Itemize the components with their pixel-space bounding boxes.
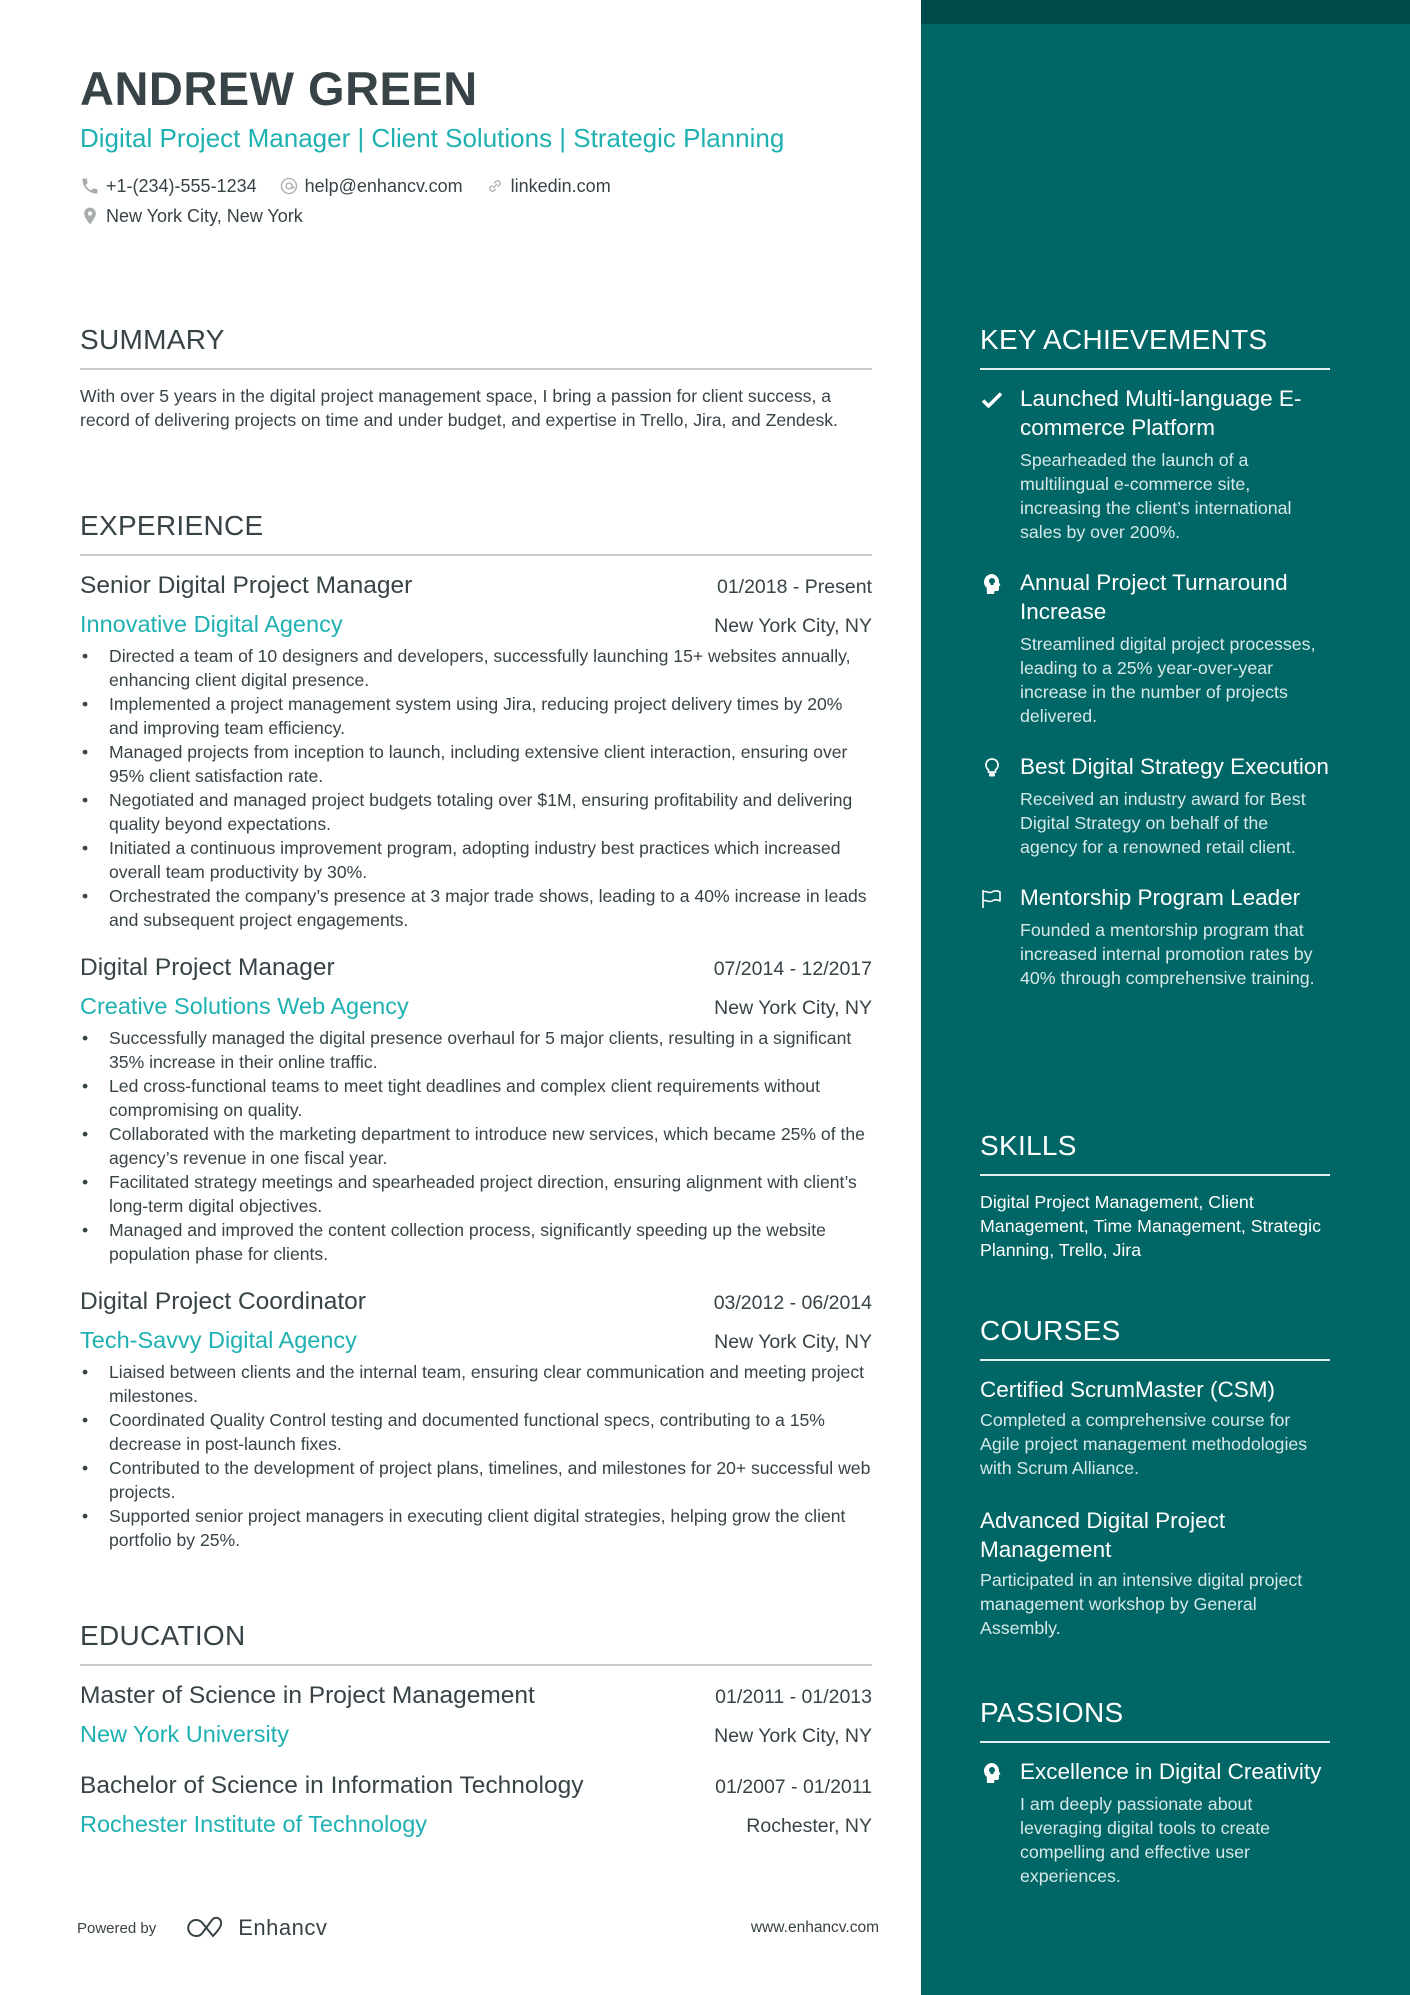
achievement-item xyxy=(980,568,1330,728)
at-icon xyxy=(279,176,299,196)
section-title-courses: COURSES xyxy=(980,1313,1330,1361)
education-dates: 01/2011 - 01/2013 xyxy=(715,1686,872,1708)
job-location: New York City, NY xyxy=(714,1331,872,1353)
skills-section xyxy=(980,1128,1330,1262)
bullet-item: • Implemented a project management system using Jira, reducing project delivery times by 20% and improving team efficiency. xyxy=(80,692,872,740)
passion-title: Excellence in Digital Creativity xyxy=(1020,1759,1322,1784)
course-description: Completed a comprehensive course for Agile project management methodologies with Scrum Alliance. xyxy=(980,1410,1308,1478)
course-description: Participated in an intensive digital project management workshop by General Assembly. xyxy=(980,1570,1303,1638)
phone-number: +1-(234)-555-1234 xyxy=(106,176,257,196)
education-entry xyxy=(80,1678,872,1750)
job-bullets xyxy=(80,1026,872,1266)
school-location: Rochester, NY xyxy=(746,1815,872,1837)
phone-icon xyxy=(80,176,100,196)
job-bullets xyxy=(80,644,872,932)
achievement-description: Spearheaded the launch of a multilingual e-commerce site, increasing the client’s international sales by over 200%. xyxy=(1020,450,1292,542)
education-entry xyxy=(80,1768,872,1840)
link-icon xyxy=(485,176,505,196)
bullet-item: • Successfully managed the digital presence overhaul for 5 major clients, resulting in a significant 35% increase in their online traffic. xyxy=(80,1026,872,1074)
bullet-item: • Managed projects from inception to launch, including extensive client interaction, ensuring over 95% client satisfaction rate. xyxy=(80,740,872,788)
summary-section xyxy=(80,322,872,432)
course-title: Certified ScrumMaster (CSM) xyxy=(980,1377,1276,1402)
bullet-item: • Led cross-functional teams to meet tight deadlines and complex client requirements without compromising on quality. xyxy=(80,1074,872,1122)
job-location: New York City, NY xyxy=(714,615,872,637)
summary-text: With over 5 years in the digital project management space, I bring a passion for client success, a record of delivering projects on time and under budget, and expertise in Trello, Jira, and Zendesk. xyxy=(80,386,838,430)
contact-phone xyxy=(80,171,257,201)
skills-list: Digital Project Management, Client Management, Time Management, Strategic Planning, Trello, Jira xyxy=(980,1192,1321,1260)
achievement-item xyxy=(980,883,1330,990)
passions-section xyxy=(980,1695,1330,1888)
bullet-item: • Supported senior project managers in executing client digital strategies, helping grow the client portfolio by 25%. xyxy=(80,1504,872,1552)
job-title: Digital Project Coordinator xyxy=(80,1288,366,1315)
course-title: Advanced Digital Project Management xyxy=(980,1508,1226,1562)
course-item xyxy=(980,1375,1330,1480)
job-entry xyxy=(80,1284,872,1552)
school-name: New York University xyxy=(80,1721,289,1747)
education-section xyxy=(80,1618,872,1840)
bullet-item: • Negotiated and managed project budgets totaling over $1M, ensuring profitability and delivering quality beyond expectations. xyxy=(80,788,872,836)
achievement-item xyxy=(980,384,1330,544)
degree-title: Bachelor of Science in Information Technology xyxy=(80,1772,584,1799)
job-entry xyxy=(80,568,872,932)
flag-icon xyxy=(980,887,1004,911)
contact-location xyxy=(80,201,303,231)
location-pin-icon xyxy=(80,206,100,226)
head-idea-icon xyxy=(980,572,1004,596)
enhancv-logo[interactable] xyxy=(182,1915,327,1941)
job-company: Creative Solutions Web Agency xyxy=(80,993,409,1019)
courses-section xyxy=(980,1313,1330,1640)
footer xyxy=(77,1915,879,1941)
section-title-achievements: KEY ACHIEVEMENTS xyxy=(980,322,1330,370)
section-title-passions: PASSIONS xyxy=(980,1695,1330,1743)
linkedin-link[interactable]: linkedin.com xyxy=(510,176,611,196)
achievement-title: Launched Multi-language E-commerce Platform xyxy=(1020,386,1302,440)
job-company: Innovative Digital Agency xyxy=(80,611,343,637)
bullet-item: • Orchestrated the company’s presence at 3 major trade shows, leading to a 40% increase in leads and subsequent project engagements. xyxy=(80,884,872,932)
degree-title: Master of Science in Project Management xyxy=(80,1682,535,1709)
resume-header xyxy=(80,60,872,231)
bullet-item: • Coordinated Quality Control testing and documented functional specs, contributing to a 15% decrease in post-launch fixes. xyxy=(80,1408,872,1456)
achievement-item xyxy=(980,752,1330,859)
contact-linkedin[interactable] xyxy=(485,171,611,201)
brand-name: Enhancv xyxy=(238,1915,328,1940)
bullet-item: • Managed and improved the content collection process, significantly speeding up the website population phase for clients. xyxy=(80,1218,872,1266)
school-location: New York City, NY xyxy=(714,1725,872,1747)
sidebar-top-bar xyxy=(921,0,1410,24)
bullet-item: • Directed a team of 10 designers and developers, successfully launching 15+ websites annually, enhancing client digital presence. xyxy=(80,644,872,692)
lightbulb-icon xyxy=(980,756,1004,780)
candidate-name: ANDREW GREEN xyxy=(80,62,478,115)
bullet-item: • Liaised between clients and the internal team, ensuring clear communication and meeting project milestones. xyxy=(80,1360,872,1408)
contact-email[interactable] xyxy=(279,171,463,201)
passion-description: I am deeply passionate about leveraging digital tools to create compelling and effective user experiences. xyxy=(1020,1794,1271,1886)
candidate-headline: Digital Project Manager | Client Solutions | Strategic Planning xyxy=(80,123,785,153)
job-title: Digital Project Manager xyxy=(80,954,335,981)
email-address[interactable]: help@enhancv.com xyxy=(304,176,463,196)
head-idea-icon xyxy=(980,1761,1004,1785)
achievement-title: Best Digital Strategy Execution xyxy=(1020,754,1329,779)
job-dates: 01/2018 - Present xyxy=(716,576,872,598)
bullet-item: • Initiated a continuous improvement program, adopting industry best practices which increased overall team productivity by 30%. xyxy=(80,836,872,884)
section-title-experience: EXPERIENCE xyxy=(80,508,872,556)
achievement-title: Annual Project Turnaround Increase xyxy=(1020,570,1288,624)
job-location: New York City, NY xyxy=(714,997,872,1019)
passion-item xyxy=(980,1757,1330,1888)
section-title-education: EDUCATION xyxy=(80,1618,872,1666)
achievement-description: Founded a mentorship program that increased internal promotion rates by 40% through comprehensive training. xyxy=(1020,920,1315,988)
enhancv-logo-icon xyxy=(182,1916,228,1940)
contact-info xyxy=(80,171,872,231)
job-dates: 07/2014 - 12/2017 xyxy=(713,958,872,980)
website-link[interactable]: www.enhancv.com xyxy=(750,1919,879,1936)
job-entry xyxy=(80,950,872,1266)
school-name: Rochester Institute of Technology xyxy=(80,1811,428,1837)
section-title-skills: SKILLS xyxy=(980,1128,1330,1176)
experience-section xyxy=(80,508,872,1552)
section-title-summary: SUMMARY xyxy=(80,322,872,370)
job-title: Senior Digital Project Manager xyxy=(80,572,413,599)
achievements-section xyxy=(980,322,1330,990)
bullet-item: • Contributed to the development of project plans, timelines, and milestones for 20+ successful web projects. xyxy=(80,1456,872,1504)
job-bullets xyxy=(80,1360,872,1552)
bullet-item: • Collaborated with the marketing department to introduce new services, which became 25% of the agency’s revenue in one fiscal year. xyxy=(80,1122,872,1170)
education-dates: 01/2007 - 01/2011 xyxy=(715,1776,872,1798)
achievement-description: Streamlined digital project processes, leading to a 25% year-over-year increase in the number of projects delivered. xyxy=(1020,634,1316,726)
job-company: Tech-Savvy Digital Agency xyxy=(80,1327,357,1353)
job-dates: 03/2012 - 06/2014 xyxy=(713,1292,872,1314)
location-text: New York City, New York xyxy=(106,206,303,226)
bullet-item: • Facilitated strategy meetings and spearheaded project direction, ensuring alignment with client’s long-term digital objectives. xyxy=(80,1170,872,1218)
achievement-description: Received an industry award for Best Digital Strategy on behalf of the agency for a renowned retail client. xyxy=(1020,789,1306,857)
achievement-title: Mentorship Program Leader xyxy=(1020,885,1301,910)
course-item xyxy=(980,1506,1330,1640)
powered-by-label: Powered by xyxy=(77,1919,157,1937)
checkmark-icon xyxy=(980,388,1004,412)
